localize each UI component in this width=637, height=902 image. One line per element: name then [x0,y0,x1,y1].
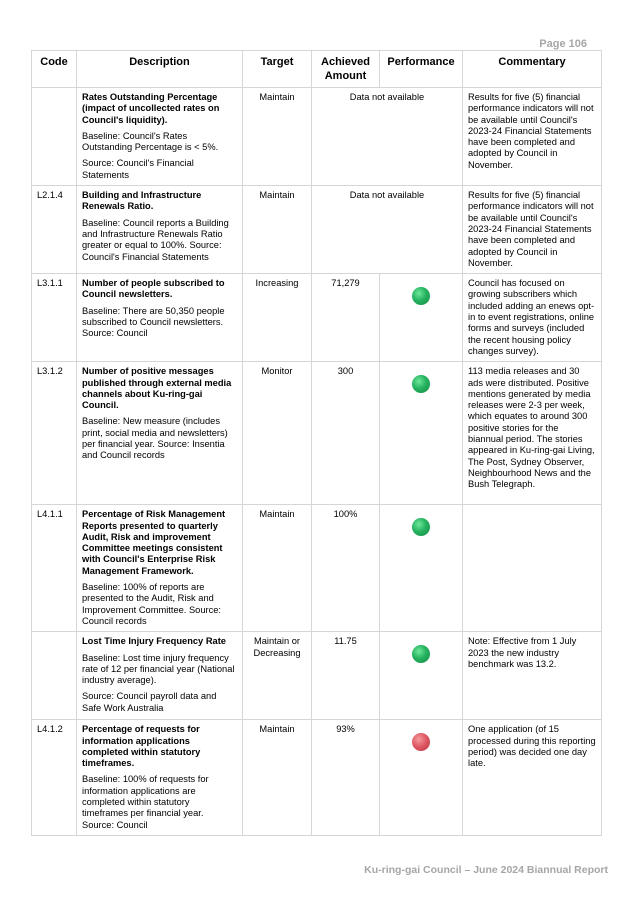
header-description: Description [77,51,243,88]
row-title: Lost Time Injury Frequency Rate [82,636,226,647]
row-commentary: One application (of 15 processed during this reporting period) was decided one day late. [463,720,602,836]
header-commentary: Commentary [463,51,602,88]
row-code: L4.1.1 [32,505,77,632]
status-green-icon [412,375,430,393]
report-footer: Ku-ring-gai Council – June 2024 Biannual Report [364,864,608,876]
row-commentary: Council has focused on growing subscribers which included adding an enews opt-in to event registrations, online forms and surveys (included the recent housing policy changes survey). [463,274,602,362]
row-description [77,720,243,836]
header-achieved [312,51,380,88]
header-performance: Performance [380,51,463,88]
row-achieved: 93% [312,720,380,836]
row-baseline: Baseline: Council's Rates Outstanding Percentage is < 5%. [82,130,219,153]
row-title: Rates Outstanding Percentage (impact of uncollected rates on Council's liquidity). [82,92,220,125]
header-target: Target [243,51,312,88]
row-performance [380,274,463,362]
table-row [32,362,602,505]
row-code: L3.1.2 [32,362,77,505]
table-row [32,505,602,632]
row-description [77,186,243,274]
row-achieved: Data not available [312,186,463,274]
row-code [32,632,77,720]
row-source: Source: Council payroll data and Safe Work Australia [82,691,217,713]
row-commentary [463,505,602,632]
header-achieved-line1: Achieved [321,56,370,68]
row-title: Building and Infrastructure Renewals Ratio. [82,190,202,212]
row-baseline: Baseline: Council reports a Building and Infrastructure Renewals Ratio greater or equal to 100%. Source: Council's Financial Statements [82,217,229,262]
row-code: L2.1.4 [32,186,77,274]
row-code: L4.1.2 [32,720,77,836]
row-performance [380,632,463,720]
row-target: Maintain [243,720,312,836]
row-commentary: 113 media releases and 30 ads were distributed. Positive mentions generated by media releases were 2-3 per week, which equates to around 300 positive stories for the biannual period. The stories appeared in Ku-ring-gai Living, The Post, Sydney Observer, Neighbourhood News and the Bush Telegraph. [463,362,602,505]
row-title: Number of people subscribed to Council newsletters. [82,278,225,300]
row-description [77,274,243,362]
row-performance [380,505,463,632]
row-baseline: Baseline: 100% of requests for information applications are completed within statutory timeframes per financial year. Source: Council [82,774,209,830]
row-achieved: 300 [312,362,380,505]
row-commentary: Results for five (5) financial performance indicators will not be available until Council's 2023-24 Financial Statements have been completed and adopted by Council in November. [463,186,602,274]
performance-table [31,50,602,836]
row-title: Number of positive messages published through external media channels about Ku-ring-gai Council. [82,366,232,411]
header-code: Code [32,51,77,88]
table-row [32,274,602,362]
table-header-row [32,51,602,88]
row-commentary: Results for five (5) financial performance indicators will not be available until Council's 2023-24 Financial Statements have been completed and adopted by Council in November. [463,88,602,186]
row-achieved: 11.75 [312,632,380,720]
row-baseline: Baseline: 100% of reports are presented to the Audit, Risk and Improvement Committee. Source: Council records [82,582,221,626]
table-row [32,186,602,274]
row-source: Source: Council's Financial Statements [82,158,194,180]
status-green-icon [412,287,430,305]
row-achieved: 100% [312,505,380,632]
row-description [77,88,243,186]
row-description [77,362,243,505]
row-target: Maintain [243,505,312,632]
row-target: Maintain [243,186,312,274]
table-row [32,632,602,720]
row-target: Increasing [243,274,312,362]
row-target: Monitor [243,362,312,505]
row-code [32,88,77,186]
table-row [32,720,602,836]
row-description [77,505,243,632]
row-description [77,632,243,720]
row-code: L3.1.1 [32,274,77,362]
header-achieved-line2: Amount [324,70,367,82]
row-performance [380,720,463,836]
row-title: Percentage of Risk Management Reports presented to quarterly Audit, Risk and improvement Committee meetings consistent with Council's Enterprise Risk Management Framework. [82,509,226,576]
row-baseline: Baseline: There are 50,350 people subscribed to Council newsletters. Source: Council [82,305,225,339]
status-red-icon [412,733,430,751]
row-achieved: 71,279 [312,274,380,362]
row-target: Maintain or Decreasing [243,632,312,720]
status-green-icon [412,518,430,536]
row-title: Percentage of requests for information applications completed within statutory timeframes. [82,724,201,769]
table-row [32,88,602,186]
row-baseline: Baseline: Lost time injury frequency rate of 12 per financial year (National industry average). [82,652,235,686]
status-green-icon [412,645,430,663]
row-commentary: Note: Effective from 1 July 2023 the new industry benchmark was 13.2. [463,632,602,720]
row-performance [380,362,463,505]
page-number: Page 106 [539,38,587,50]
row-target: Maintain [243,88,312,186]
row-baseline: Baseline: New measure (includes print, social media and newsletters) per financial year. Source: Insentia and Council records [82,416,228,461]
row-achieved: Data not available [312,88,463,186]
